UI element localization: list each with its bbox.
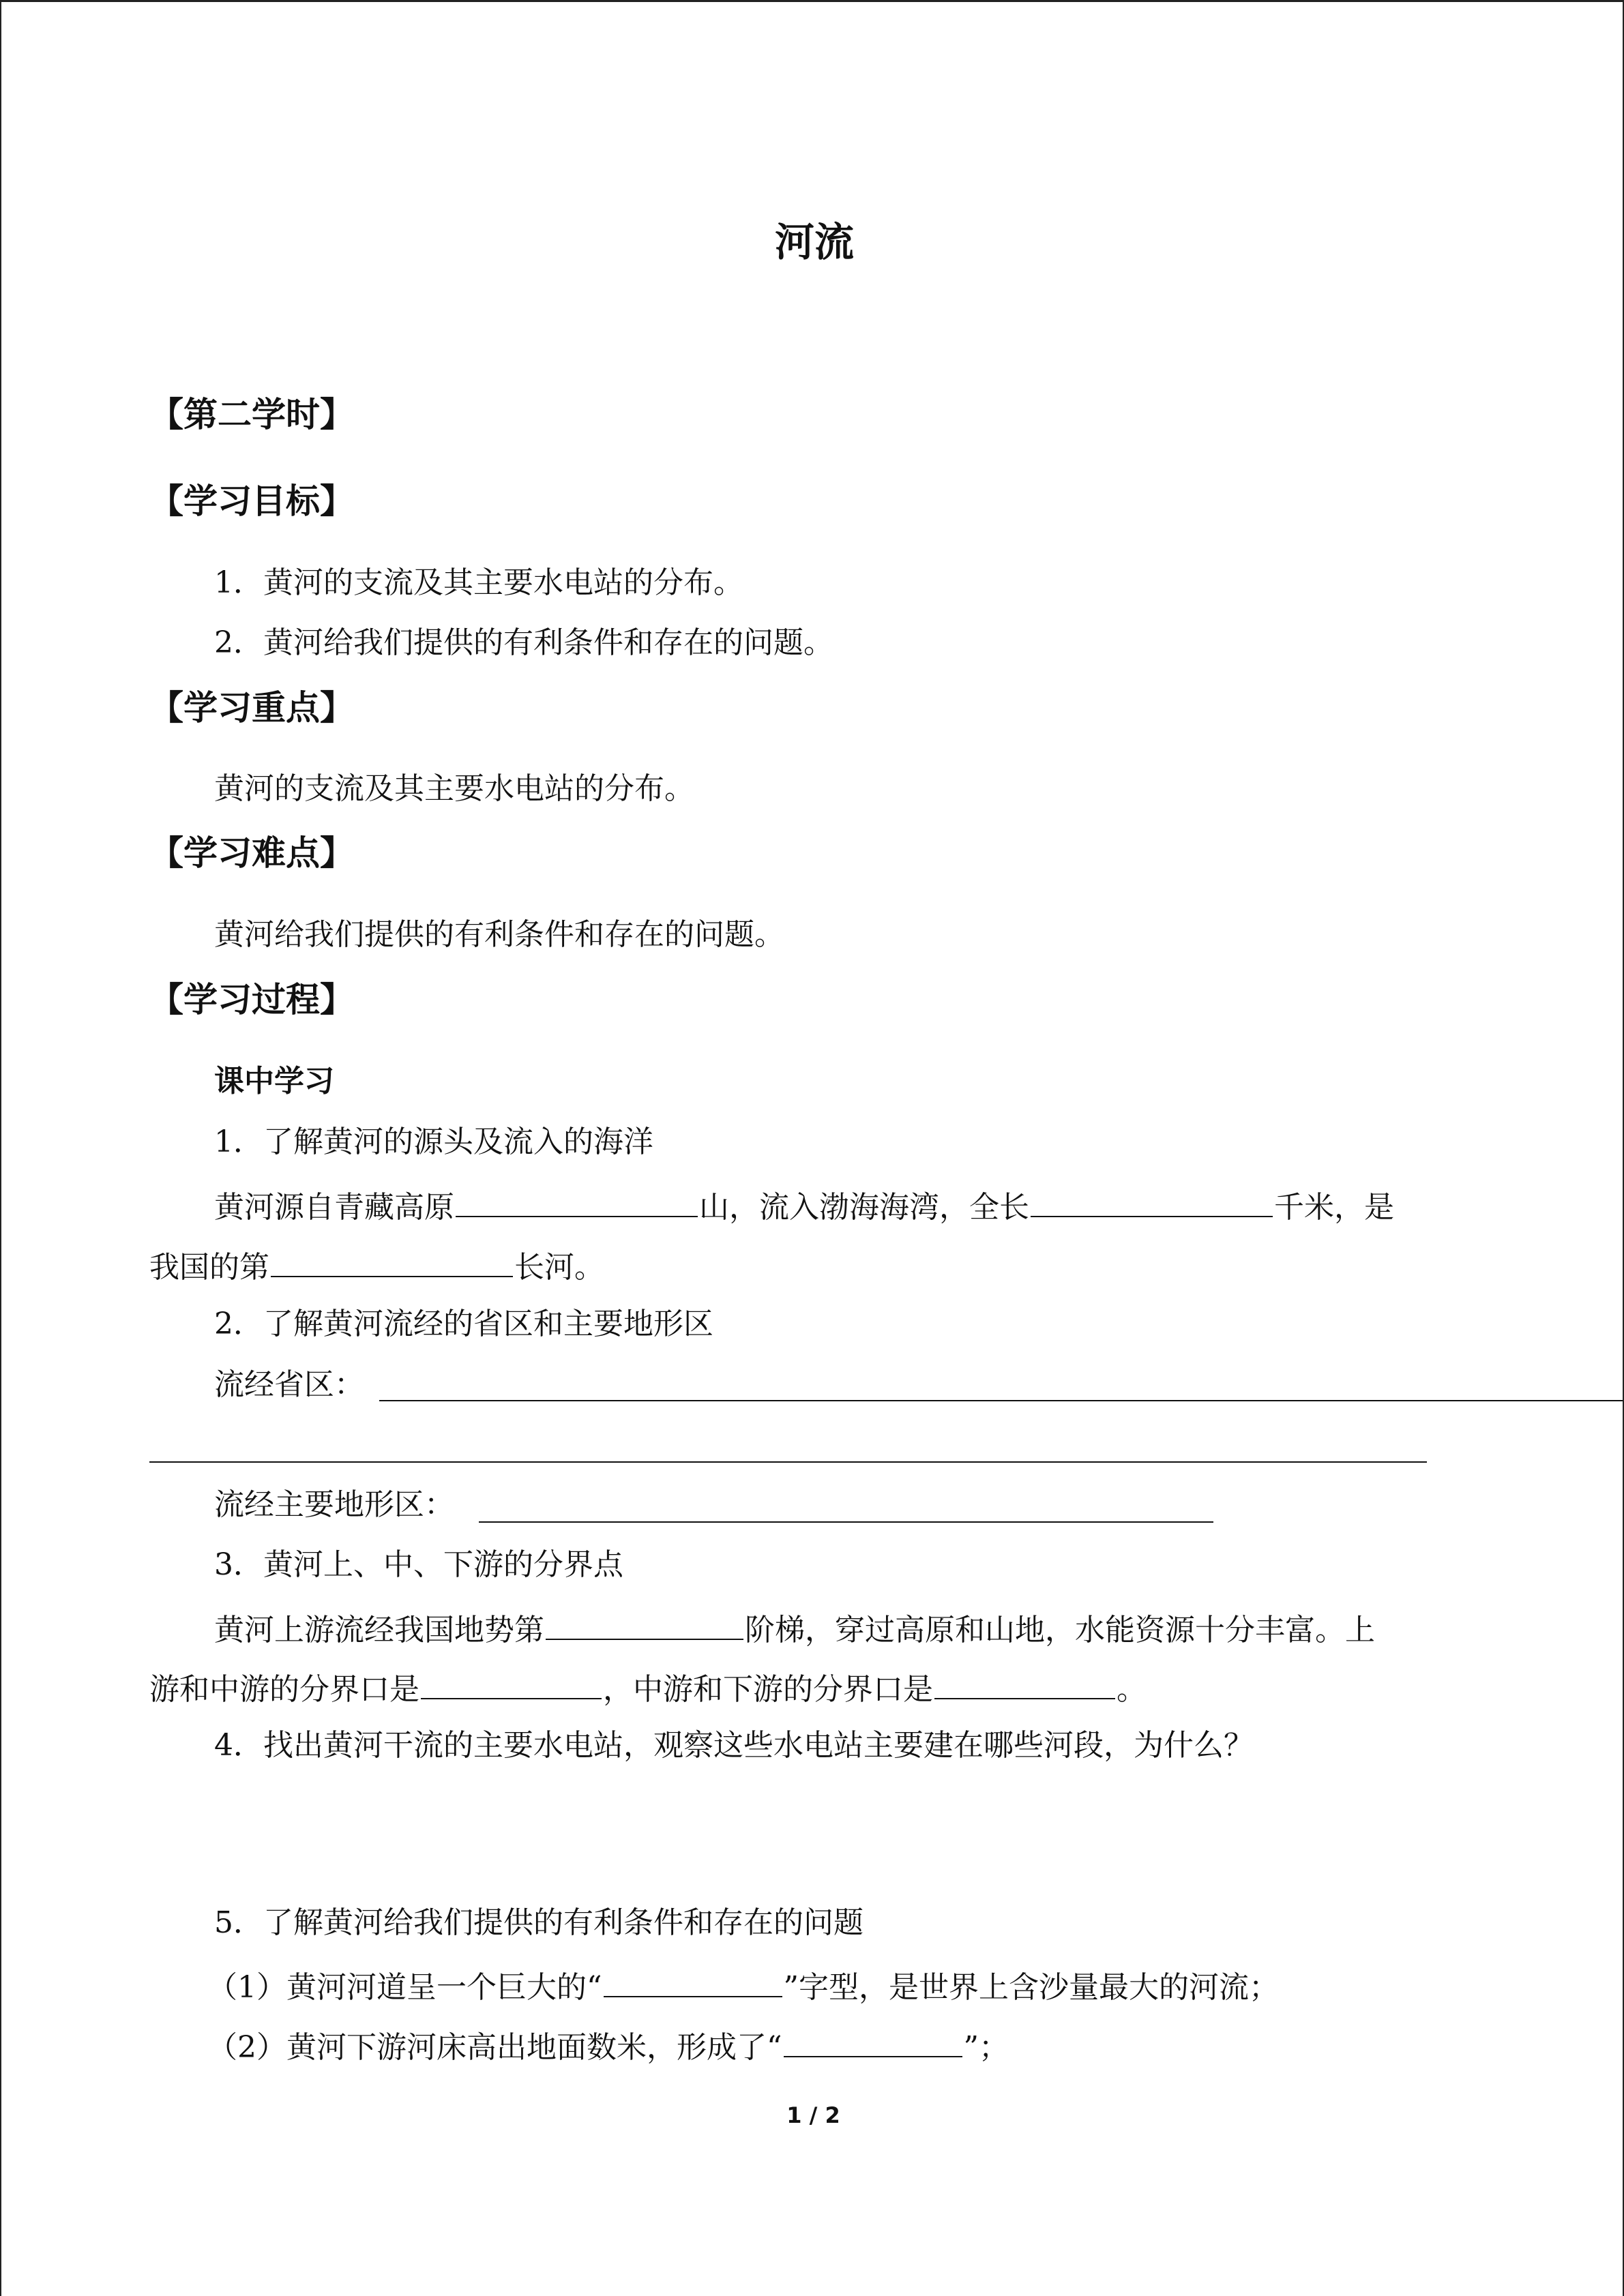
q3-line-2 — [149, 1664, 1147, 1712]
q1-line-2 — [149, 1242, 604, 1289]
q4-title: 4．找出黄河干流的主要水电站，观察这些水电站主要建在哪些河段，为什么？ — [214, 1728, 1254, 1763]
q1-text-a: 黄河源自青藏高原 — [214, 1190, 454, 1225]
q5-blank-shape[interactable] — [604, 1962, 782, 1997]
q5-item-2-text-b: ”； — [963, 2030, 1009, 2065]
q2-provinces-label: 流经省区： — [214, 1367, 364, 1402]
q5-item-2 — [207, 2022, 1009, 2070]
q5-item-1 — [207, 1962, 1279, 2010]
q3-blank-step[interactable] — [546, 1605, 743, 1640]
q3-title: 3．黄河上、中、下游的分界点 — [214, 1547, 623, 1582]
q5-title: 5．了解黄河给我们提供的有利条件和存在的问题 — [214, 1905, 863, 1940]
q3-line-1 — [214, 1605, 1375, 1652]
key-points-text: 黄河的支流及其主要水电站的分布。 — [214, 771, 694, 806]
q1-text-b: 山，流入渤海海湾，全长 — [699, 1190, 1029, 1225]
q2-terrain-label: 流经主要地形区： — [214, 1487, 454, 1522]
q5-item-1-text-b: ”字型，是世界上含沙量最大的河流； — [783, 1970, 1279, 2005]
q3-text-b: 阶梯，穿过高原和山地，水能资源十分丰富。上 — [745, 1613, 1375, 1648]
q5-blank-term[interactable] — [784, 2022, 962, 2057]
q1-title: 1．了解黄河的源头及流入的海洋 — [214, 1124, 653, 1159]
q5-item-1-text-a: （1）黄河河道呈一个巨大的“ — [207, 1970, 602, 2005]
q3-blank-upper-middle[interactable] — [421, 1664, 602, 1699]
q1-text-e: 长河。 — [514, 1250, 604, 1285]
q3-blank-middle-lower[interactable] — [934, 1664, 1115, 1699]
q3-text-e: 。 — [1117, 1672, 1147, 1707]
section-heading-key-points: 【学习重点】 — [149, 688, 354, 728]
objective-item-2: 2．黄河给我们提供的有利条件和存在的问题。 — [214, 625, 833, 660]
objective-item-1: 1．黄河的支流及其主要水电站的分布。 — [214, 565, 743, 600]
q3-text-a: 黄河上游流经我国地势第 — [214, 1613, 544, 1648]
page-number: 1 / 2 — [786, 2102, 840, 2128]
q3-text-d: ，中游和下游的分界口是 — [603, 1672, 933, 1707]
q1-text-d: 我国的第 — [149, 1250, 269, 1285]
section-heading-process: 【学习过程】 — [149, 980, 354, 1019]
q5-item-2-text-a: （2）黄河下游河床高出地面数米，形成了“ — [207, 2030, 782, 2065]
page-title: 河流 — [774, 219, 854, 265]
process-subheading: 课中学习 — [214, 1064, 334, 1099]
q2-provinces-answer-line-2[interactable] — [149, 1461, 1427, 1463]
q2-terrain-answer-line[interactable] — [479, 1521, 1213, 1523]
q1-blank-mountain[interactable] — [456, 1182, 698, 1217]
q1-text-c: 千米，是 — [1274, 1190, 1394, 1225]
q1-line-1 — [214, 1182, 1394, 1229]
q2-provinces-answer-line-1[interactable] — [379, 1400, 1623, 1401]
section-heading-objectives: 【学习目标】 — [149, 481, 354, 521]
q1-blank-length[interactable] — [1031, 1182, 1273, 1217]
q3-text-c: 游和中游的分界口是 — [149, 1672, 419, 1707]
q2-title: 2．了解黄河流经的省区和主要地形区 — [214, 1307, 713, 1341]
section-heading-lesson: 【第二学时】 — [149, 395, 354, 434]
difficulties-text: 黄河给我们提供的有利条件和存在的问题。 — [214, 917, 784, 952]
section-heading-difficulties: 【学习难点】 — [149, 833, 354, 873]
q1-blank-rank[interactable] — [271, 1242, 513, 1277]
